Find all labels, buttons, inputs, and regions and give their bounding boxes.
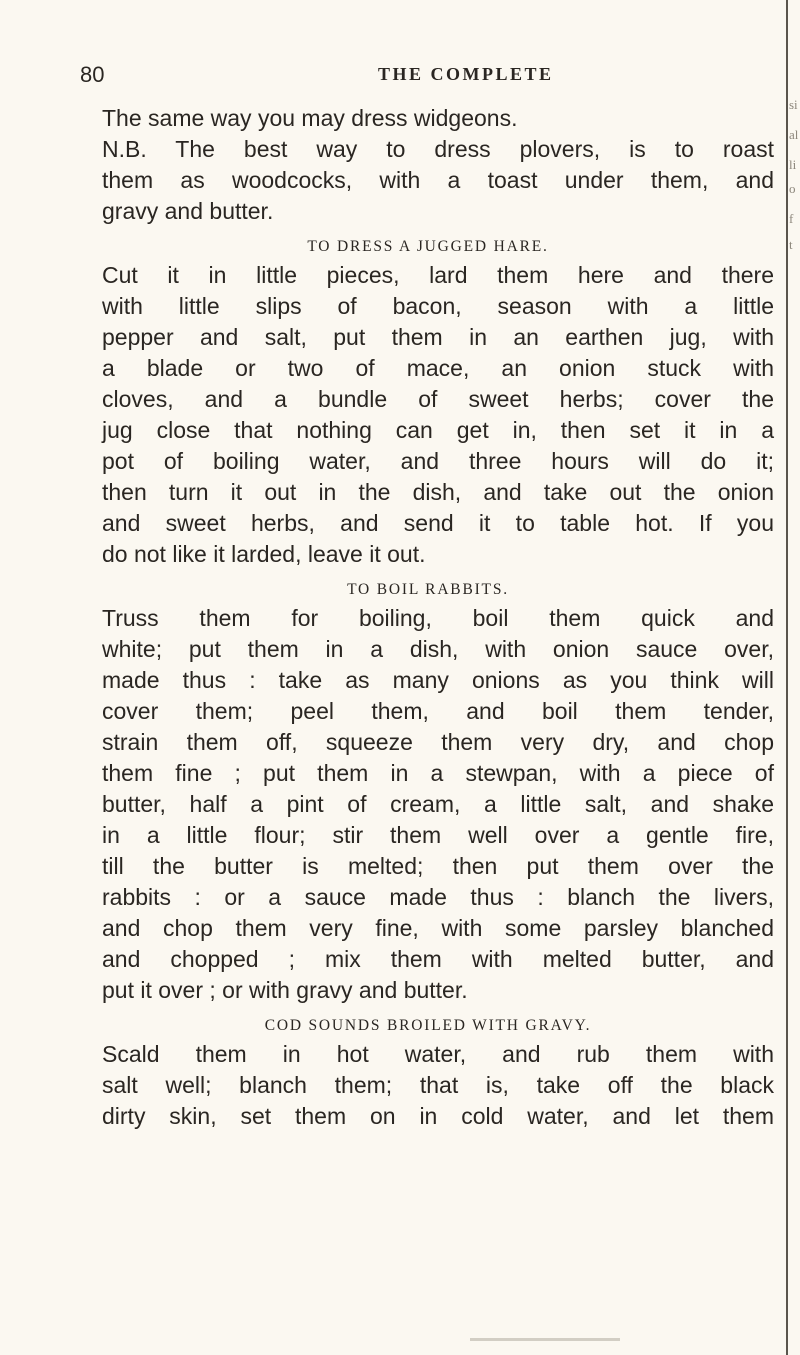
text-line: gravy and butter. [102, 198, 274, 224]
text-line: salt well; blanch them; that is, take off the black [102, 1072, 774, 1098]
text-line: Scald them in hot water, and rub them with [102, 1041, 774, 1067]
bleed-letter: f [789, 211, 794, 226]
page-gutter-edge [786, 0, 788, 1355]
text-line: strain them off, squeeze them very dry, and chop [102, 729, 774, 755]
text-line: cloves, and a bundle of sweet herbs; cover the [102, 386, 774, 412]
text-line: cover them; peel them, and boil them tender, [102, 698, 774, 724]
text-line: with little slips of bacon, season with a little [102, 293, 774, 319]
text-line: white; put them in a dish, with onion sauce over, [102, 636, 774, 662]
text-line: rabbits : or a sauce made thus : blanch the livers, [102, 884, 774, 910]
text-line: a blade or two of mace, an onion stuck with [102, 355, 774, 381]
paragraph [82, 1039, 774, 1132]
text-line: N.B. The best way to dress plovers, is to roast [102, 136, 774, 162]
recipe-heading: COD SOUNDS BROILED WITH GRAVY. [264, 1017, 592, 1034]
text-line: and sweet herbs, and send it to table hot. If you [102, 510, 774, 536]
paragraph [82, 603, 774, 1006]
running-head [80, 62, 770, 92]
text-line: pot of boiling water, and three hours will do it; [102, 448, 774, 474]
text-line: dirty skin, set them on in cold water, and let them [102, 1103, 774, 1129]
text-line: Truss them for boiling, boil them quick and [102, 605, 774, 631]
recipe-heading: TO BOIL RABBITS. [347, 581, 509, 598]
page-body-text [82, 103, 774, 1132]
recipe-heading: TO DRESS A JUGGED HARE. [307, 238, 549, 255]
bleed-letter: t [789, 237, 793, 252]
text-line: Cut it in little pieces, lard them here and there [102, 262, 774, 288]
paragraph [82, 103, 774, 134]
text-line: in a little flour; stir them well over a gentle fire, [102, 822, 774, 848]
text-line: made thus : take as many onions as you think will [102, 667, 774, 693]
text-line: them fine ; put them in a stewpan, with a piece of [102, 760, 774, 786]
paragraph [82, 260, 774, 570]
bleed-letter: al [789, 127, 799, 142]
bleed-letter: si [789, 97, 798, 112]
text-line: till the butter is melted; then put them over the [102, 853, 774, 879]
book-title: THE COMPLETE [378, 64, 554, 84]
text-line: do not like it larded, leave it out. [102, 541, 426, 567]
text-line: put it over ; or with gravy and butter. [102, 977, 468, 1003]
text-line: jug close that nothing can get in, then set it in a [102, 417, 774, 443]
text-line: then turn it out in the dish, and take out the onion [102, 479, 774, 505]
paragraph [82, 134, 774, 227]
print-smudge [470, 1338, 620, 1341]
text-line: and chop them very fine, with some parsley blanched [102, 915, 774, 941]
text-line: and chopped ; mix them with melted butter, and [102, 946, 774, 972]
bleed-letter: o [789, 181, 796, 196]
text-line: pepper and salt, put them in an earthen jug, with [102, 324, 774, 350]
text-line: The same way you may dress widgeons. [102, 105, 518, 131]
page-number: 80 [80, 62, 105, 87]
text-line: them as woodcocks, with a toast under them, and [102, 167, 774, 193]
text-line: butter, half a pint of cream, a little salt, and shake [102, 791, 774, 817]
bleed-letter: li [789, 157, 797, 172]
